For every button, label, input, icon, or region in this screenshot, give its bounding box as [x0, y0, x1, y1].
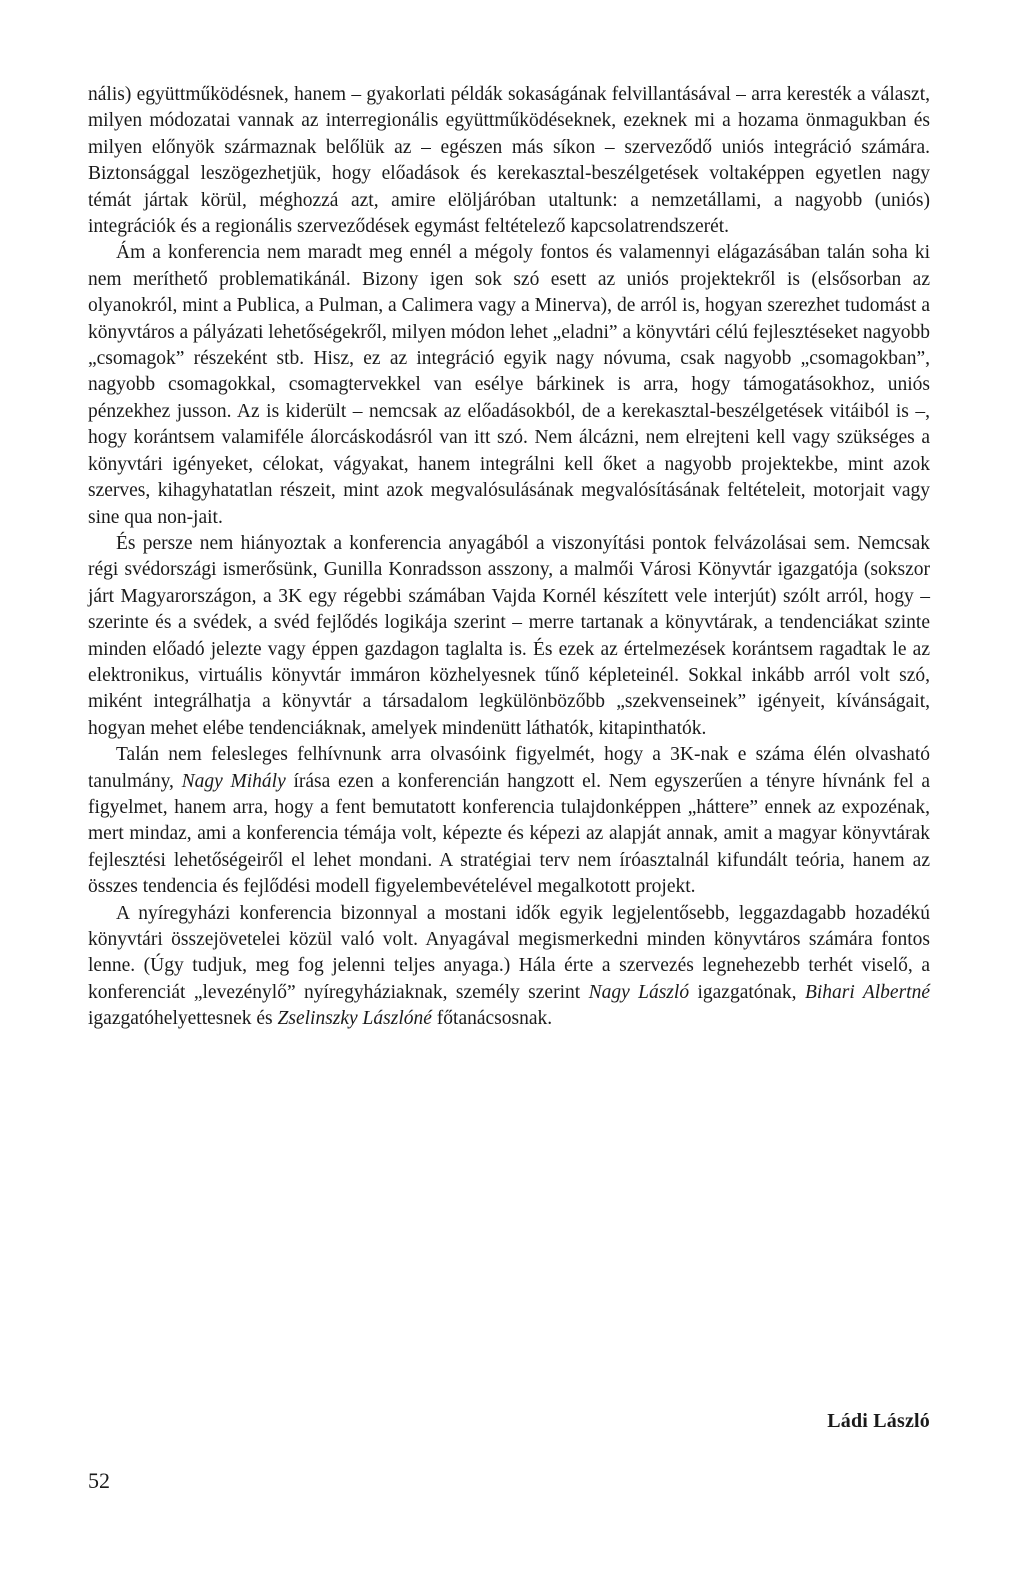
text-run: igazgatónak,	[689, 981, 805, 1003]
text-run: nális) együttműködésnek, hanem – gyakorlati példák sokaságának felvillantásával – arra keresték a választ, milyen módozatai vannak az interregionális együttműködéseknek, ezeknek mi a hozama önmagukban és milyen előnyök származnak belőlük az – egészen más síkon – szerveződő uniós integráció számára. Biztonsággal leszögezhetjük, hogy előadások és kerekasztal-beszélgetések voltaképpen egyetlen nagy témát jártak körül, méghozzá azt, amire elöljáróban utaltunk: a nemzetállami, a nagyobb (uniós) integrációk és a regionális szerveződések egymást feltételező kapcsolatrendszerét.	[88, 84, 930, 238]
italic-name: Nagy Mihály	[181, 770, 286, 792]
text-run: igazgatóhelyettesnek és	[88, 1008, 278, 1030]
italic-name: Bihari Albertné	[804, 981, 930, 1003]
article-body	[88, 82, 930, 1033]
author-signature: Ládi László	[827, 1410, 930, 1432]
paragraph-4	[88, 742, 930, 900]
italic-name: Zselinszky Lászlóné	[277, 1008, 432, 1030]
paragraph-2	[88, 240, 930, 530]
text-run: És persze nem hiányoztak a konferencia anyagából a viszonyítási pontok felvázolásai sem. Nemcsak régi svédországi ismerősünk, Gunilla Konradsson asszony, a malmői Városi Könyvtár igazgatója (sokszor járt Magyarországon, a 3K egy régebbi számában Vajda Kornél készített vele interjút) szólt arról, hogy – szerinte és a svédek, a svéd fejlődés logikája szerint – merre tartanak a könyvtárak, a tendenciákat szinte minden előadó jelezte vagy éppen gazdagon taglalta is. És ezek az értelmezések korántsem ragadtak le az elektronikus, virtuális könyvtár immáron közhelyesnek tűnő képleteinél. Sokkal inkább arról volt szó, miként integrálhatja a könyvtár a társadalom legkülönbözőbb „szekvenseinek” igényeit, kívánságait, hogyan mehet elébe tendenciáknak, amelyek mindenütt láthatók, kitapinthatók.	[88, 532, 930, 739]
text-run: Talán nem felesleges felhívnunk arra olvasóink figyelmét, hogy a 3K-nak e száma élén olvasható tanulmány,	[88, 744, 930, 792]
italic-name: Nagy László	[588, 981, 690, 1003]
text-run: írása ezen a konferencián hangzott el. Nem egyszerűen a tényre hívnánk fel a figyelmet, hanem arra, hogy a fent bemutatott konferencia tulajdonképpen „háttere” ennek az expozénak, mert mindaz, ami a konferencia témája volt, képezte és képezi az alapját annak, amit a magyar könyvtárak fejlesztési lehetőségeiről el lehet mondani. A stratégiai terv nem íróasztalnál kifundált teória, hanem az összes tendencia és fejlődési modell figyelembevételével megalkotott projekt.	[88, 770, 931, 898]
text-run: Ám a konferencia nem maradt meg ennél a mégoly fontos és valamennyi elágazásában talán soha ki nem meríthető problematikánál. Bizony igen sok szó esett az uniós projektekről is (elsősorban az olyanokról, mint a Publica, a Pulman, a Calimera vagy a Minerva), de arról is, hogyan szerezhet tudomást a könyvtáros a pályázati lehetőségekről, milyen módon lehet „eladni” a könyvtári célú fejlesztéseket nagyobb „csomagok” részeként stb. Hisz, ez az integráció egyik nagy nóvuma, csak nagyobb „csomagokban”, nagyobb csomagokkal, csomagtervekkel van esélye bárkinek is arra, hogy támogatásokhoz, uniós pénzekhez jusson. Az is kiderült – nemcsak az előadásokból, de a kerekasztal-beszélgetések vitáiból is –, hogy korántsem valamiféle álorcáskodásról van itt szó. Nem álcázni, nem elrejteni kell vagy szükséges a könyvtári igényeket, célokat, vágyakat, hanem integrálni kell őket a nagyobb projektekbe, mint azok szerves, kihagyhatatlan részeit, mint azok megvalósulásának megvalósításának feltételeit, motorjait vagy sine qua non-jait.	[88, 242, 930, 528]
paragraph-1	[88, 82, 930, 240]
text-run: főtanácsosnak.	[431, 1008, 553, 1030]
page-number: 52	[88, 1468, 110, 1493]
paragraph-3	[88, 531, 930, 742]
text-run: A nyíregyházi konferencia bizonnyal a mostani idők egyik legjelentősebb, leggazdagabb hozadékú könyvtári összejövetelei közül való volt. Anyagával megismerkedni minden könyvtáros számára fontos lenne. (Úgy tudjuk, meg fog jelenni teljes anyaga.) Hála érte a szervezés legnehezebb terhét viselő, a konferenciát „levezénylő” nyíregyháziaknak, személy szerint	[88, 902, 930, 1003]
paragraph-5	[88, 901, 930, 1033]
